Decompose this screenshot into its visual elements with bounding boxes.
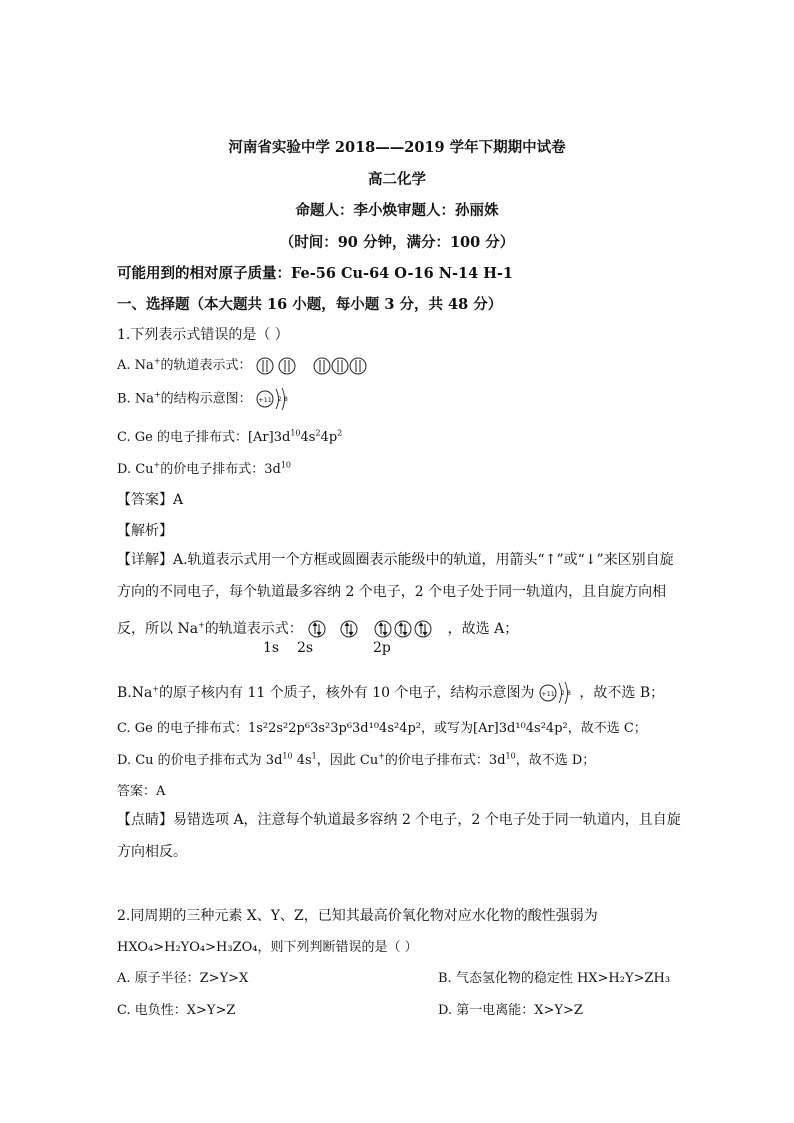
section-heading: 一、选择题（本大题共 16 小题，每小题 3 分，共 48 分） bbox=[117, 296, 503, 313]
exam-title: 河南省实验中学 2018——2019 学年下期期中试卷 bbox=[228, 139, 566, 156]
orbital-label-2s: 2s bbox=[297, 640, 314, 656]
atomic-structure-icon bbox=[256, 386, 292, 412]
q1-answer-line: 答案：A bbox=[117, 784, 166, 799]
q1-option-d: D. Cu+的价电子排布式：$3d^{10}$ bbox=[117, 460, 292, 477]
q1-answer-label: 【答案】A bbox=[117, 492, 184, 508]
atomic-structure-detail-icon bbox=[539, 680, 575, 706]
q2-stem: 2.同周期的三种元素 X、Y、Z，已知其最高价氧化物对应水化物的酸性强弱为 bbox=[117, 908, 598, 924]
q1-detail-b: B.Na+的原子核内有 11 个质子，核外有 10 个电子，结构示意图为 +11 2 8 ，故不选 B； bbox=[117, 680, 664, 706]
q1-option-c: C. Ge 的电子排布式：$[Ar]3d^{10}4s^24p^2$ bbox=[117, 428, 343, 445]
time-info: （时间：90 分钟，满分：100 分） bbox=[279, 234, 515, 251]
orbital-label-1s: 1s bbox=[263, 640, 280, 656]
orbital-label-2p: 2p bbox=[373, 640, 391, 656]
q2-option-a: A. 原子半径：Z>Y>X bbox=[117, 971, 249, 986]
q1-detail-d: D. Cu 的价电子排布式为 $3d^{10}$ $4s^1$，因此 Cu+的价电子排布式：$3d^{10}$，故不选 D； bbox=[117, 751, 596, 768]
q1-detail-orbital-line: 反，所以 Na+的轨道表示式： ，故选 A； bbox=[117, 620, 519, 637]
q1-option-a: A. Na+的轨道表示式： bbox=[117, 354, 386, 376]
q1-stem: 1.下列表示式错误的是（ ） bbox=[117, 327, 289, 343]
subject-title: 高二化学 bbox=[368, 171, 426, 188]
q1-detail-c: C. Ge 的电子排布式：1s²2s²2p⁶3s²3p⁶3d¹⁰4s²4p²，或写为[Ar]3d¹⁰4s²4p²，故不选 C； bbox=[117, 721, 647, 736]
orbital-diagram-icon bbox=[256, 356, 386, 376]
q2-option-d: D. 第一电离能：X>Y>Z bbox=[438, 1003, 583, 1018]
authors-line: 命题人：李小焕审题人：孙丽姝 bbox=[295, 202, 499, 219]
shell-2-count: 8 bbox=[566, 690, 571, 697]
q2-option-b: B. 气态氢化物的稳定性 HX>H₂Y>ZH₃ bbox=[438, 971, 671, 986]
q2-option-c: C. 电负性：X>Y>Z bbox=[117, 1003, 236, 1018]
svg-text:+11: +11 bbox=[257, 396, 272, 404]
q1-option-b: B. Na+的结构示意图： +11 2 8 bbox=[117, 386, 292, 412]
shell-1-count: 2 bbox=[560, 690, 565, 697]
q2-stem-2: HXO₄>H₂YO₄>H₃ZO₄，则下列判断错误的是（ ） bbox=[117, 940, 418, 955]
orbital-diagram-filled-icon bbox=[307, 619, 443, 639]
q1-detail-paragraph: 【详解】A.轨道表示式用一个方框或圆圈表示能级中的轨道，用箭头“↑”或“↓”来区别自旋方向的不同电子，每个轨道最多容纳 2 个电子，2 个电子处于同一轨道内，且自旋方向相 bbox=[117, 552, 674, 600]
svg-text:8: 8 bbox=[283, 396, 288, 403]
nucleus-label: +11 bbox=[541, 690, 555, 698]
q1-tip: 【点睛】易错选项 A，注意每个轨道最多容纳 2 个电子，2 个电子处于同一轨道内，且自旋方向相反。 bbox=[117, 812, 681, 860]
svg-text:2: 2 bbox=[277, 396, 282, 403]
q1-analysis-label: 【解析】 bbox=[117, 523, 173, 539]
atomic-masses: 可能用到的相对原子质量：Fe-56 Cu-64 O-16 N-14 H-1 bbox=[117, 265, 514, 282]
